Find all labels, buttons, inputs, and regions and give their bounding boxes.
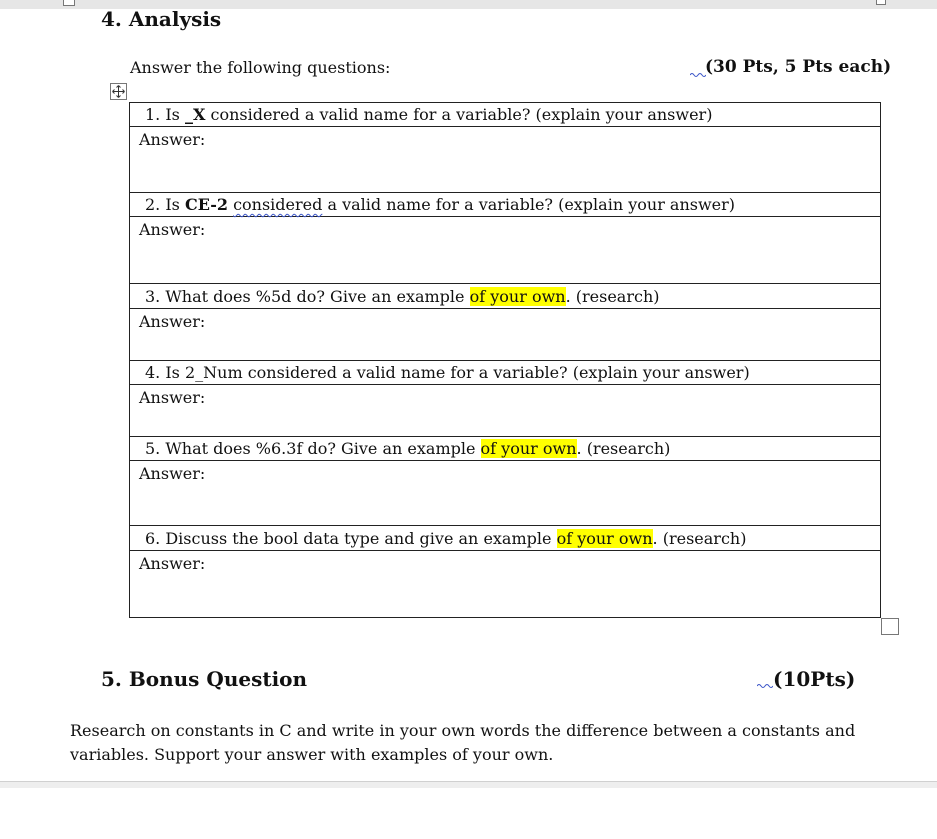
question-5-pre: 5. What does %6.3f do? Give an example <box>145 439 481 458</box>
question-4-text: 4. Is 2_Num considered a valid name for a variable? (explain your answer) <box>145 363 750 382</box>
question-1-rest: considered a valid name for a variable? (explain your answer) <box>205 105 713 124</box>
answer-label: Answer: <box>139 554 206 573</box>
grammar-squiggle-icon <box>757 683 773 689</box>
bonus-question-text: Research on constants in C and write in your own words the difference between a constants and variables. Support your answer with examples of your own. <box>70 721 856 764</box>
answer-label: Answer: <box>139 312 206 331</box>
question-1-bold: _X <box>184 105 206 124</box>
spellcheck-flagged-word: considered <box>233 195 323 214</box>
question-5-text <box>145 439 670 458</box>
question-2-text <box>145 195 735 214</box>
question-row-3 <box>130 284 880 309</box>
highlighted-text: of your own <box>556 528 653 548</box>
answer-cell-3[interactable] <box>130 309 880 361</box>
highlighted-text: of your own <box>480 439 577 458</box>
question-2-number: 2. Is <box>145 195 185 214</box>
question-3-post: . (research) <box>565 286 660 306</box>
question-2-bold: CE-2 <box>184 195 228 214</box>
section-5-points: (10Pts) <box>773 667 856 691</box>
section-5-title: 5. Bonus Question <box>101 667 308 691</box>
margin-marker-right-icon <box>876 0 886 5</box>
section-4-intro: Answer the following questions: <box>130 58 391 77</box>
question-1-number: 1. Is <box>145 105 185 124</box>
question-6-text <box>145 529 746 548</box>
table-move-icon[interactable] <box>110 83 127 100</box>
questions-table <box>129 102 881 618</box>
answer-cell-5[interactable] <box>130 461 880 526</box>
margin-marker-left-icon <box>63 0 75 6</box>
answer-cell-1[interactable] <box>130 127 880 193</box>
answer-cell-6[interactable] <box>130 551 880 617</box>
answer-label: Answer: <box>139 220 206 239</box>
question-1-text <box>145 105 712 124</box>
answer-cell-4[interactable] <box>130 385 880 437</box>
question-row-5 <box>130 437 880 461</box>
question-3-text <box>145 287 659 306</box>
highlighted-text: of your own <box>469 286 566 306</box>
section-4-title: 4. Analysis <box>101 7 222 31</box>
question-row-2 <box>130 193 880 217</box>
question-6-post: . (research) <box>652 528 747 548</box>
section-4-points: (30 Pts, 5 Pts each) <box>705 57 892 77</box>
answer-label: Answer: <box>139 130 206 149</box>
answer-label: Answer: <box>139 464 206 483</box>
question-6-pre: 6. Discuss the bool data type and give an example <box>145 528 557 548</box>
table-resize-icon[interactable] <box>881 618 899 635</box>
page-bottom-edge <box>0 781 937 788</box>
grammar-squiggle-icon <box>690 72 706 78</box>
question-row-1 <box>130 103 880 127</box>
question-5-post: . (research) <box>576 439 671 458</box>
question-3-pre: 3. What does %5d do? Give an example <box>145 286 470 306</box>
question-row-4 <box>130 361 880 385</box>
answer-label: Answer: <box>139 388 206 407</box>
answer-cell-2[interactable] <box>130 217 880 284</box>
question-row-6 <box>130 526 880 551</box>
question-2-rest: a valid name for a variable? (explain your answer) <box>322 195 736 214</box>
